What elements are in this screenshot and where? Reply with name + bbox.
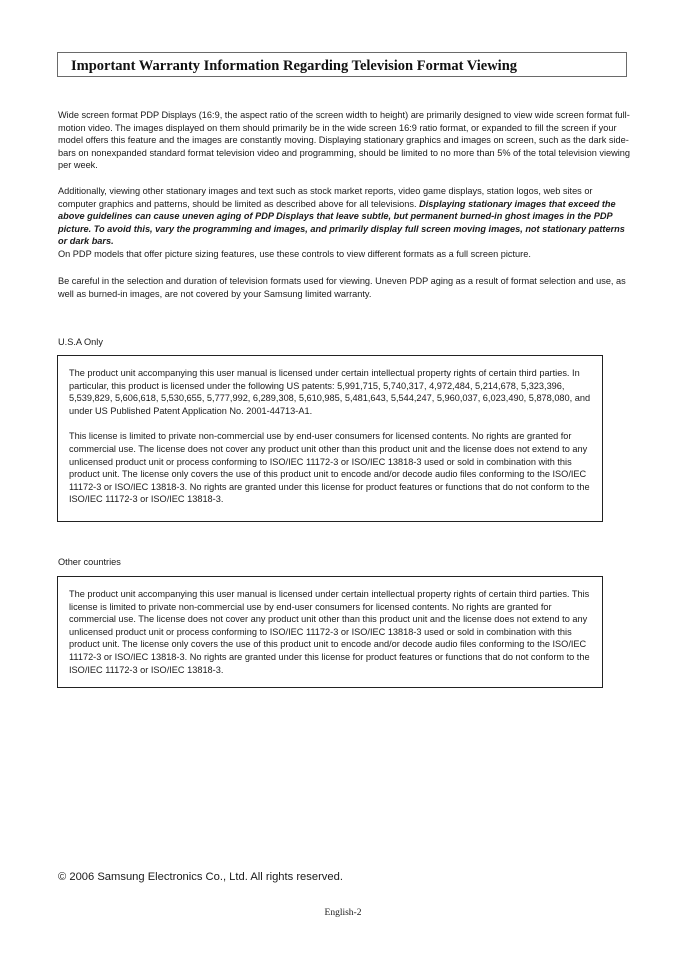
intro-paragraph-2-start: Additionally, viewing other stationary images and text such as stock market reports, video game displays, station logos, web sites or computer graphics and patterns, should be limited as described above for all televisions. — [58, 186, 593, 209]
intro-paragraph-3: Be careful in the selection and duration of television formats used for viewing. Uneven PDP aging as a result of format selection and use, as well as burned-in images, are not covered by your Samsung limited warranty. — [58, 276, 626, 299]
intro-paragraph-1: Wide screen format PDP Displays (16:9, the aspect ratio of the screen width to height) are primarily designed to view wide screen format full-motion video. The images displayed on them should primarily be in the wide screen 16:9 ratio format, or expanded to fill the screen if your model offers this feature and the images are constantly moving. Displaying stationary graphics and images on screen, such as the dark side-bars on nonexpanded standard format television video and programming, should be limited to no more than 5% of the total television viewing per week. — [58, 110, 631, 171]
page-number: English-2 — [324, 908, 362, 918]
other-countries-license-paragraph: The product unit accompanying this user manual is licensed under certain intellectual property rights of certain third parties. This license is limited to private non-commercial use by end-user consumers for licensed contents. No rights are granted for commercial use. The license does not cover any product unit other than this product unit and the license does not extend to any unlicensed product unit or process conforming to ISO/IEC 11172-3 or ISO/IEC 13818-3 used or sold in combination with this product unit. The license only covers the use of this product unit to encode and/or decode audio files conforming to the ISO/IEC 11172-3 or ISO/IEC 13818-3. No rights are granted under this license for product features or functions that do not conform to the ISO/IEC 11172-3 or ISO/IEC 13818-3. — [69, 589, 590, 675]
intro-paragraph-2-end: On PDP models that offer picture sizing features, use these controls to view different formats as a full screen picture. — [58, 248, 531, 259]
title-box — [57, 52, 627, 77]
usa-section-label: U.S.A Only — [58, 337, 103, 347]
page-title: Important Warranty Information Regarding Television Format Viewing — [71, 58, 518, 74]
other-countries-section-label: Other countries — [58, 557, 121, 567]
intro-paragraph-2 — [58, 185, 633, 261]
usa-license-box — [57, 355, 603, 522]
copyright-notice: © 2006 Samsung Electronics Co., Ltd. All rights reserved. — [58, 871, 343, 883]
usa-license-paragraph-1: The product unit accompanying this user manual is licensed under certain intellectual property rights of certain third parties. In particular, this product is licensed under the following US patents: 5,991,715, 5,740,317, 4,972,484, 5,214,678, 5,323,396, 5,539,829, 5,606,618, 5,530,655, 5,777,992, 6,289,308, 5,610,985, 5,481,643, 5,544,247, 5,960,037, 6,023,490, 5,878,080, and under US Published Patent Application No. 2001-44713-A1. — [69, 368, 591, 416]
other-countries-license-box — [57, 576, 603, 688]
intro-paragraph-2-emphasis: Displaying stationary images that exceed the above guidelines can cause uneven aging of PDP Displays that leave subtle, but permanent burned-in ghost images in the PDP picture. To avoid this, vary the programming and images, and primarily display full screen moving images, not stationary patterns or dark bars. — [58, 198, 625, 247]
usa-license-paragraph-2: This license is limited to private non-commercial use by end-user consumers for licensed contents. No rights are granted for commercial use. The license does not cover any product unit other than this product unit and the license does not extend to any unlicensed product unit or process conforming to ISO/IEC 11172-3 or ISO/IEC 13818-3 used or sold in combination with this product unit. The license only covers the use of this product unit to encode and/or decode audio files conforming to the ISO/IEC 11172-3 or ISO/IEC 13818-3. No rights are granted under this license for product features or functions that do not conform to the ISO/IEC 11172-3 or ISO/IEC 13818-3. — [69, 431, 590, 505]
